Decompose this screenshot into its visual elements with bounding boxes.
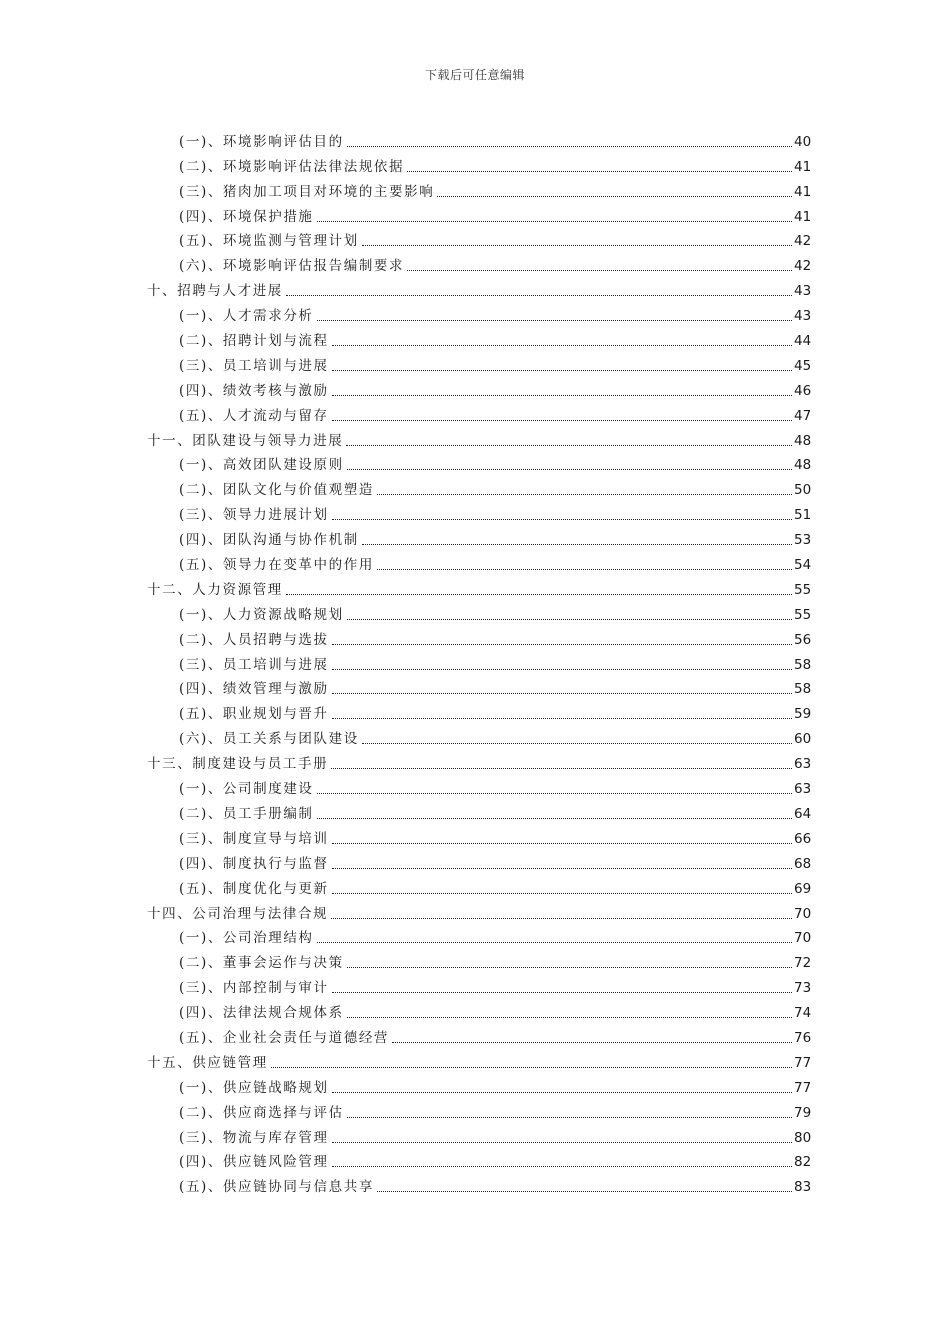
toc-entry-title: (四)、绩效考核与激励 [179, 382, 329, 399]
toc-section-entry[interactable] [0, 250, 950, 275]
toc-section-entry[interactable] [0, 698, 950, 723]
toc-page-number: 50 [794, 482, 812, 499]
toc-page-number: 69 [794, 880, 812, 897]
toc-entry-title: 十五、供应链管理 [147, 1054, 268, 1071]
toc-section-entry[interactable] [0, 400, 950, 425]
toc-entry-title: (四)、供应链风险管理 [179, 1154, 329, 1171]
toc-entry-title: (二)、人员招聘与选拔 [179, 631, 329, 648]
toc-entry-title: (四)、团队沟通与协作机制 [179, 532, 359, 549]
toc-page-number: 43 [794, 308, 812, 325]
dot-leader [332, 1092, 792, 1093]
toc-entry-title: (五)、企业社会责任与道德经营 [179, 1029, 390, 1046]
toc-entry-title: (二)、供应商选择与评估 [179, 1104, 344, 1121]
dot-leader [332, 519, 792, 520]
toc-page-number: 41 [794, 158, 812, 175]
toc-page-number: 68 [794, 855, 812, 872]
toc-entry-title: (一)、高效团队建设原则 [179, 457, 344, 474]
toc-page-number: 73 [794, 980, 812, 997]
toc-section-entry[interactable] [0, 201, 950, 226]
toc-section-entry[interactable] [0, 1147, 950, 1172]
toc-section-entry[interactable] [0, 499, 950, 524]
toc-section-entry[interactable] [0, 1072, 950, 1097]
toc-page-number: 40 [794, 133, 812, 150]
dot-leader [286, 295, 792, 296]
toc-page-number: 72 [794, 955, 812, 972]
toc-page-number: 64 [794, 805, 812, 822]
toc-entry-title: (五)、人才流动与留存 [179, 407, 329, 424]
toc-entry-title: (四)、环境保护措施 [179, 208, 314, 225]
dot-leader [331, 918, 792, 919]
toc-section-entry[interactable] [0, 773, 950, 798]
toc-chapter-entry[interactable] [0, 275, 950, 300]
toc-page-number: 42 [794, 258, 812, 275]
toc-entry-title: (五)、领导力在变革中的作用 [179, 557, 374, 574]
dot-leader [347, 967, 792, 968]
dot-leader [332, 669, 792, 670]
toc-page-number: 46 [794, 382, 812, 399]
toc-entry-title: 十一、团队建设与领导力进展 [147, 432, 344, 449]
toc-entry-title: (二)、团队文化与价值观塑造 [179, 482, 374, 499]
toc-section-entry[interactable] [0, 723, 950, 748]
toc-section-entry[interactable] [0, 972, 950, 997]
page-header: 下载后可任意编辑 [424, 68, 525, 82]
dot-leader [317, 320, 792, 321]
dot-leader [362, 743, 792, 744]
toc-page-number: 42 [794, 233, 812, 250]
dot-leader [332, 395, 792, 396]
toc-page-number: 51 [794, 507, 812, 524]
toc-section-entry[interactable] [0, 151, 950, 176]
toc-page-number: 58 [794, 681, 812, 698]
toc-entry-title: (三)、领导力进展计划 [179, 507, 329, 524]
dot-leader [271, 1067, 792, 1068]
toc-page-number: 82 [794, 1154, 812, 1171]
toc-entry-title: (六)、员工关系与团队建设 [179, 731, 359, 748]
dot-leader [347, 619, 792, 620]
dot-leader [362, 245, 792, 246]
toc-entry-title: (五)、制度优化与更新 [179, 880, 329, 897]
toc-entry-title: 十四、公司治理与法律合规 [147, 905, 329, 922]
toc-page-number: 44 [794, 333, 812, 350]
toc-page-number: 80 [794, 1129, 812, 1146]
toc-page-number: 59 [794, 706, 812, 723]
dot-leader [332, 370, 792, 371]
toc-entry-title: (一)、供应链战略规划 [179, 1079, 329, 1096]
toc-section-entry[interactable] [0, 649, 950, 674]
dot-leader [331, 768, 792, 769]
toc-section-entry[interactable] [0, 1171, 950, 1196]
toc-page-number: 63 [794, 756, 812, 773]
toc-entry-title: (四)、制度执行与监督 [179, 855, 329, 872]
toc-entry-title: (三)、内部控制与审计 [179, 980, 329, 997]
toc-section-entry[interactable] [0, 226, 950, 251]
toc-page-number: 55 [794, 606, 812, 623]
toc-page-number: 53 [794, 532, 812, 549]
dot-leader [437, 196, 792, 197]
toc-entry-title: (三)、员工培训与进展 [179, 656, 329, 673]
dot-leader [332, 843, 792, 844]
toc-section-entry[interactable] [0, 798, 950, 823]
table-of-contents [0, 126, 950, 1196]
toc-entry-title: (一)、人才需求分析 [179, 308, 314, 325]
dot-leader [332, 893, 792, 894]
toc-section-entry[interactable] [0, 450, 950, 475]
toc-entry-title: (五)、供应链协同与信息共享 [179, 1179, 374, 1196]
toc-page-number: 70 [794, 905, 812, 922]
toc-chapter-entry[interactable] [0, 748, 950, 773]
toc-page-number: 76 [794, 1029, 812, 1046]
toc-entry-title: (三)、物流与库存管理 [179, 1129, 329, 1146]
toc-section-entry[interactable] [0, 375, 950, 400]
toc-section-entry[interactable] [0, 300, 950, 325]
toc-page-number: 41 [794, 183, 812, 200]
toc-entry-title: (二)、招聘计划与流程 [179, 333, 329, 350]
toc-entry-title: 十、招聘与人才进展 [147, 283, 283, 300]
toc-section-entry[interactable] [0, 624, 950, 649]
toc-section-entry[interactable] [0, 126, 950, 151]
toc-page-number: 56 [794, 631, 812, 648]
toc-section-entry[interactable] [0, 873, 950, 898]
dot-leader [407, 270, 792, 271]
toc-section-entry[interactable] [0, 599, 950, 624]
toc-page-number: 63 [794, 781, 812, 798]
dot-leader [317, 793, 792, 794]
toc-page-number: 66 [794, 830, 812, 847]
toc-section-entry[interactable] [0, 524, 950, 549]
dot-leader [347, 469, 792, 470]
toc-section-entry[interactable] [0, 947, 950, 972]
dot-leader [332, 718, 792, 719]
dot-leader [346, 445, 792, 446]
dot-leader [392, 1042, 792, 1043]
toc-entry-title: (六)、环境影响评估报告编制要求 [179, 258, 405, 275]
toc-page-number: 83 [794, 1179, 812, 1196]
toc-section-entry[interactable] [0, 474, 950, 499]
toc-page-number: 79 [794, 1104, 812, 1121]
toc-page-number: 58 [794, 656, 812, 673]
toc-entry-title: (五)、环境监测与管理计划 [179, 233, 359, 250]
dot-leader [286, 594, 792, 595]
dot-leader [362, 544, 792, 545]
toc-chapter-entry[interactable] [0, 425, 950, 450]
toc-section-entry[interactable] [0, 1022, 950, 1047]
toc-entry-title: (三)、员工培训与进展 [179, 357, 329, 374]
dot-leader [332, 420, 792, 421]
toc-entry-title: 十二、人力资源管理 [147, 581, 283, 598]
toc-chapter-entry[interactable] [0, 898, 950, 923]
toc-entry-title: (一)、人力资源战略规划 [179, 606, 344, 623]
toc-page-number: 54 [794, 557, 812, 574]
dot-leader [377, 569, 792, 570]
toc-section-entry[interactable] [0, 674, 950, 699]
toc-entry-title: (五)、职业规划与晋升 [179, 706, 329, 723]
dot-leader [377, 1191, 792, 1192]
toc-page-number: 77 [794, 1079, 812, 1096]
dot-leader [407, 171, 792, 172]
toc-entry-title: 十三、制度建设与员工手册 [147, 756, 329, 773]
dot-leader [317, 942, 792, 943]
toc-page-number: 41 [794, 208, 812, 225]
dot-leader [377, 494, 792, 495]
toc-chapter-entry[interactable] [0, 574, 950, 599]
dot-leader [332, 992, 792, 993]
toc-section-entry[interactable] [0, 325, 950, 350]
toc-section-entry[interactable] [0, 1122, 950, 1147]
toc-entry-title: (四)、法律法规合规体系 [179, 1005, 344, 1022]
toc-entry-title: (二)、员工手册编制 [179, 805, 314, 822]
toc-section-entry[interactable] [0, 1097, 950, 1122]
toc-section-entry[interactable] [0, 823, 950, 848]
dot-leader [317, 818, 792, 819]
toc-entry-title: (一)、公司治理结构 [179, 930, 314, 947]
toc-page-number: 48 [794, 432, 812, 449]
toc-entry-title: (二)、环境影响评估法律法规依据 [179, 158, 405, 175]
dot-leader [332, 693, 792, 694]
dot-leader [332, 345, 792, 346]
dot-leader [317, 221, 792, 222]
dot-leader [332, 644, 792, 645]
toc-section-entry[interactable] [0, 848, 950, 873]
dot-leader [347, 1017, 792, 1018]
toc-page-number: 70 [794, 930, 812, 947]
toc-entry-title: (一)、公司制度建设 [179, 781, 314, 798]
toc-section-entry[interactable] [0, 549, 950, 574]
toc-section-entry[interactable] [0, 176, 950, 201]
toc-entry-title: (四)、绩效管理与激励 [179, 681, 329, 698]
dot-leader [332, 868, 792, 869]
toc-section-entry[interactable] [0, 923, 950, 948]
toc-page-number: 47 [794, 407, 812, 424]
dot-leader [347, 1117, 792, 1118]
toc-chapter-entry[interactable] [0, 1047, 950, 1072]
toc-page-number: 45 [794, 357, 812, 374]
toc-page-number: 48 [794, 457, 812, 474]
toc-entry-title: (三)、猪肉加工项目对环境的主要影响 [179, 183, 435, 200]
toc-entry-title: (一)、环境影响评估目的 [179, 133, 344, 150]
toc-section-entry[interactable] [0, 997, 950, 1022]
toc-page-number: 77 [794, 1054, 812, 1071]
dot-leader [332, 1166, 792, 1167]
toc-page-number: 60 [794, 731, 812, 748]
toc-section-entry[interactable] [0, 350, 950, 375]
dot-leader [347, 146, 792, 147]
toc-page-number: 43 [794, 283, 812, 300]
toc-entry-title: (二)、董事会运作与决策 [179, 955, 344, 972]
toc-page-number: 55 [794, 581, 812, 598]
toc-entry-title: (三)、制度宣导与培训 [179, 830, 329, 847]
dot-leader [332, 1142, 792, 1143]
toc-page-number: 74 [794, 1005, 812, 1022]
